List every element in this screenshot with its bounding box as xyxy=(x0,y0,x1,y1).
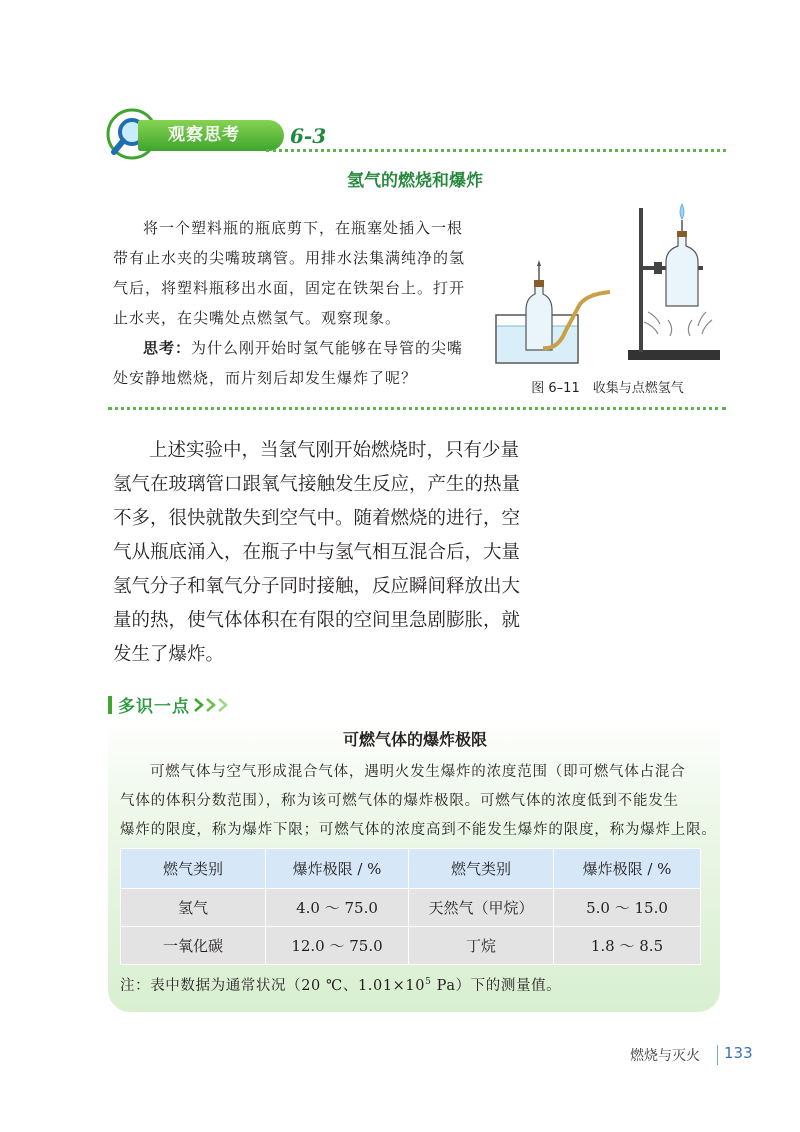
flame-icon xyxy=(680,204,684,219)
experiment-line: 气后，将塑料瓶移出水面，固定在铁架台上。打开 xyxy=(113,279,466,297)
paragraph-line: 发生了爆炸。 xyxy=(113,644,225,665)
paragraph-line: 量的热，使气体体积在有限的空间里急剧膨胀，就 xyxy=(113,610,521,631)
inverted-bottle xyxy=(666,220,698,306)
note-exponent: 5 xyxy=(425,977,432,988)
activity-title: 氢气的燃烧和爆炸 xyxy=(347,171,483,191)
table-cell: 12.0 ～ 75.0 xyxy=(266,927,409,965)
table-cell: 天然气（甲烷） xyxy=(409,889,554,927)
figure-caption: 图 6–11 收集与点燃氢气 xyxy=(531,381,684,396)
think-question-line: 处安静地燃烧，而片刻后却发生爆炸了呢？ xyxy=(113,369,418,387)
table-header-cell: 爆炸极限 / % xyxy=(266,849,409,889)
footer-chapter-title: 燃烧与灭火 xyxy=(630,1048,700,1064)
table-cell: 5.0 ～ 15.0 xyxy=(554,889,701,927)
explosion-lines xyxy=(644,312,712,336)
box-line: 可燃气体与空气形成混合气体，遇明火发生爆炸的浓度范围（即可燃气体占混合 xyxy=(150,764,686,780)
section-marker-bar xyxy=(108,696,112,714)
box-title: 可燃气体的爆炸极限 xyxy=(342,730,487,749)
explanation-paragraph xyxy=(113,434,528,672)
extra-knowledge-label: 多识一点 xyxy=(118,697,190,717)
note-suffix: Pa）下的测量值。 xyxy=(431,978,562,994)
box-line: 气体的体积分数范围），称为该可燃气体的爆炸极限。可燃气体的浓度低到不能发生 xyxy=(120,793,679,809)
table-cell: 4.0 ～ 75.0 xyxy=(266,889,409,927)
chevrons-icon xyxy=(193,697,233,713)
page-number: 133 xyxy=(724,1044,753,1062)
experiment-description xyxy=(113,213,473,393)
table-header-cell: 爆炸极限 / % xyxy=(554,849,701,889)
table-cell: 一氧化碳 xyxy=(121,927,266,965)
think-text: 为什么刚开始时氢气能够在导管的尖嘴 xyxy=(191,339,464,357)
note-prefix: 注：表中数据为通常状况（20 ℃、1.01×10 xyxy=(120,978,426,994)
table-header-cell: 燃气类别 xyxy=(409,849,554,889)
table-header-cell: 燃气类别 xyxy=(121,849,266,889)
table-cell: 氢气 xyxy=(121,889,266,927)
explosion-limits-table xyxy=(120,848,701,965)
paragraph-line: 气从瓶底涌入，在瓶子中与氢气相互混合后，大量 xyxy=(113,542,521,563)
dotted-divider-top xyxy=(266,149,726,152)
think-label: 思考： xyxy=(143,339,192,357)
table-row xyxy=(121,927,701,965)
plastic-bottle xyxy=(526,260,552,350)
table-row xyxy=(121,889,701,927)
think-question-line xyxy=(113,333,473,363)
box-paragraph xyxy=(120,758,720,845)
box-line: 爆炸的限度，称为爆炸下限；可燃气体的浓度高到不能发生爆炸的限度，称为爆炸上限。 xyxy=(120,822,717,838)
experiment-line: 止水夹，在尖嘴处点燃氢气。观察现象。 xyxy=(113,309,402,327)
activity-number: 6-3 xyxy=(290,124,327,148)
dotted-divider-bottom xyxy=(108,407,726,410)
activity-badge-label: 观察思考 xyxy=(138,120,284,151)
table-cell: 1.8 ～ 8.5 xyxy=(554,927,701,965)
hydrogen-apparatus-figure xyxy=(488,200,728,370)
table-note xyxy=(120,974,561,995)
experiment-line: 将一个塑料瓶的瓶底剪下，在瓶塞处插入一根 xyxy=(143,219,464,237)
experiment-line: 带有止水夹的尖嘴玻璃管。用排水法集满纯净的氢 xyxy=(113,249,466,267)
footer-separator xyxy=(717,1045,718,1065)
paragraph-line: 不多，很快就散失到空气中。随着燃烧的进行，空 xyxy=(113,508,521,529)
paragraph-line: 上述实验中，当氢气刚开始燃烧时，只有少量 xyxy=(149,440,520,461)
table-header-row xyxy=(121,849,701,889)
paragraph-line: 氢气分子和氧气分子同时接触，反应瞬间释放出大 xyxy=(113,576,521,597)
table-cell: 丁烷 xyxy=(409,927,554,965)
paragraph-line: 氢气在玻璃管口跟氧气接触发生反应，产生的热量 xyxy=(113,474,521,495)
